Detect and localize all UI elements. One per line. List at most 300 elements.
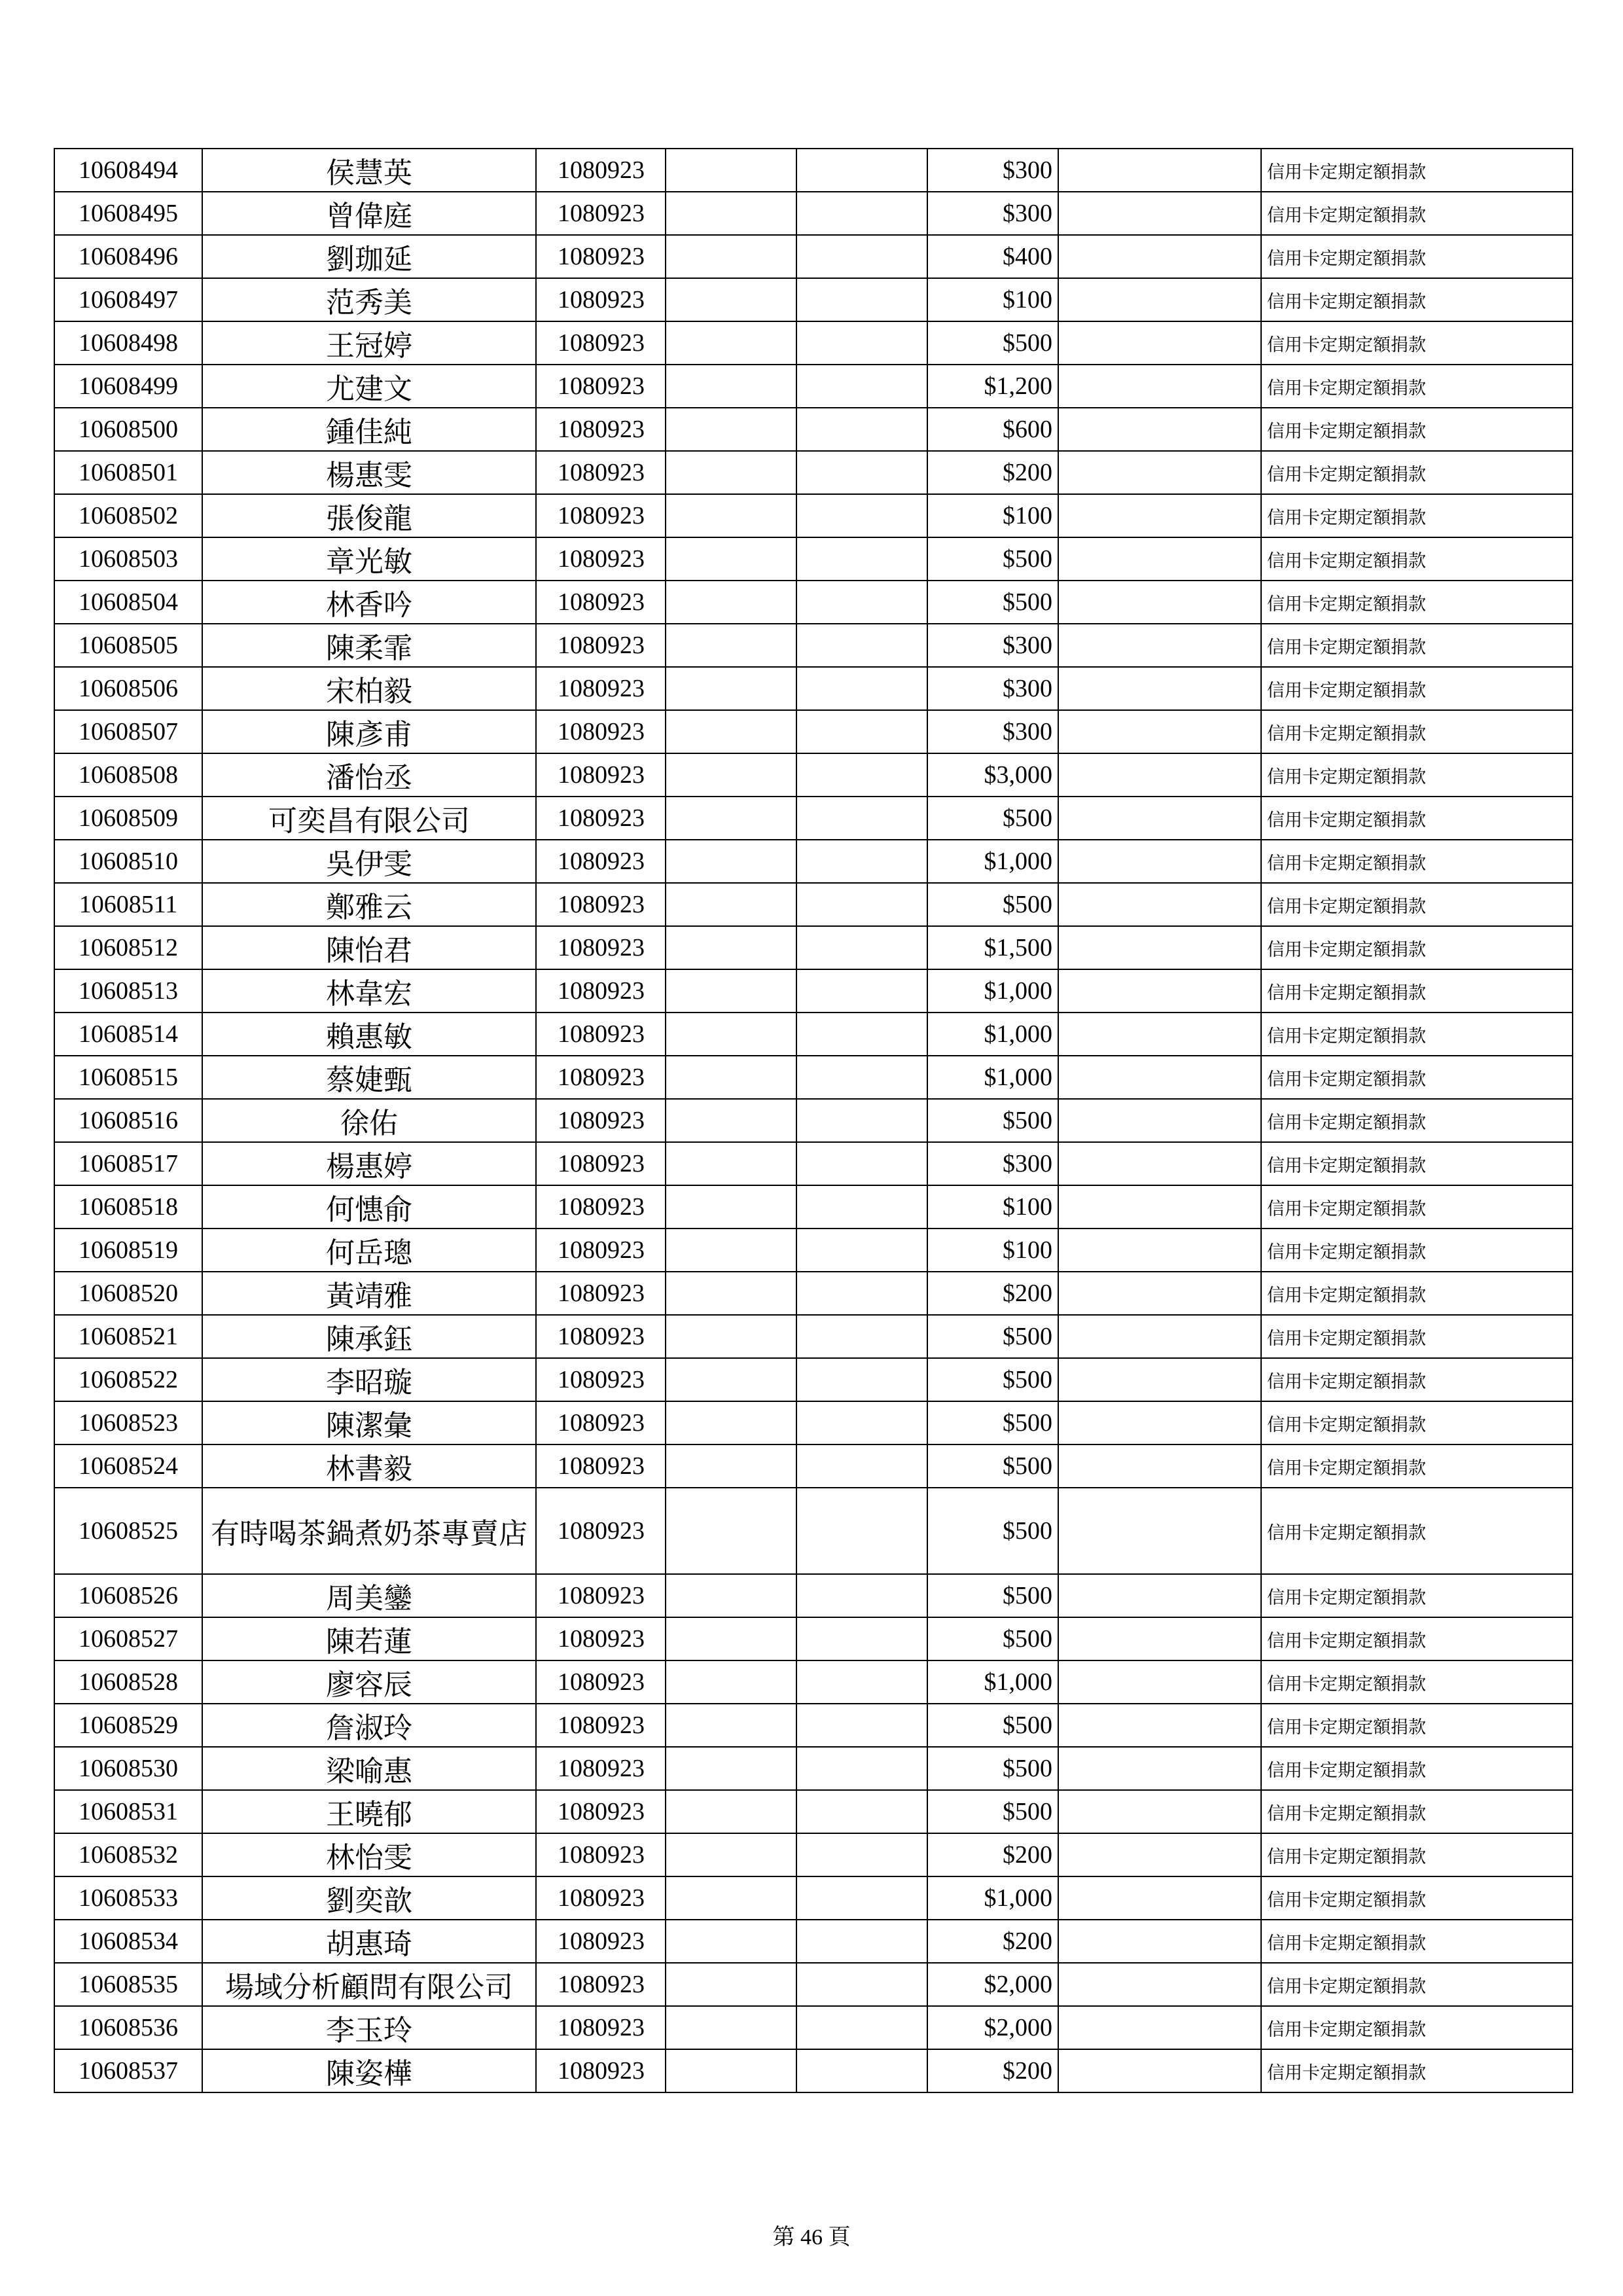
table-row: [54, 235, 1573, 278]
empty-cell: [1058, 667, 1261, 710]
donor-name-cell: 陳姿樺: [202, 2049, 536, 2092]
table-row: [54, 710, 1573, 753]
donation-date-cell: 1080923: [536, 1315, 666, 1358]
note-cell: 信用卡定期定額捐款: [1261, 797, 1573, 840]
empty-cell: [666, 1056, 796, 1099]
donation-date-cell: 1080923: [536, 840, 666, 883]
donation-date-cell: 1080923: [536, 797, 666, 840]
donor-name-cell: 鄭雅云: [202, 883, 536, 926]
note-cell: 信用卡定期定額捐款: [1261, 883, 1573, 926]
donation-date-cell: 1080923: [536, 1747, 666, 1790]
note-cell: 信用卡定期定額捐款: [1261, 2049, 1573, 2092]
empty-cell: [1058, 1833, 1261, 1876]
empty-cell: [1058, 1488, 1261, 1574]
amount-cell: $2,000: [927, 2006, 1058, 2049]
donor-id-cell: 10608495: [54, 192, 202, 235]
empty-cell: [796, 537, 927, 581]
empty-cell: [1058, 2049, 1261, 2092]
empty-cell: [1058, 1013, 1261, 1056]
empty-cell: [666, 1876, 796, 1920]
table-row: [54, 581, 1573, 624]
empty-cell: [796, 192, 927, 235]
empty-cell: [1058, 1056, 1261, 1099]
donor-name-cell: 陳柔霏: [202, 624, 536, 667]
donor-id-cell: 10608512: [54, 926, 202, 969]
amount-cell: $400: [927, 235, 1058, 278]
amount-cell: $500: [927, 537, 1058, 581]
empty-cell: [796, 1056, 927, 1099]
empty-cell: [796, 1704, 927, 1747]
table-row: [54, 1142, 1573, 1185]
amount-cell: $500: [927, 1315, 1058, 1358]
table-row: [54, 494, 1573, 537]
donor-id-cell: 10608529: [54, 1704, 202, 1747]
empty-cell: [796, 926, 927, 969]
donor-name-cell: 何岳璁: [202, 1229, 536, 1272]
donor-id-cell: 10608494: [54, 149, 202, 192]
amount-cell: $2,000: [927, 1963, 1058, 2006]
table-row: [54, 321, 1573, 365]
empty-cell: [1058, 408, 1261, 451]
amount-cell: $500: [927, 1099, 1058, 1142]
empty-cell: [1058, 1272, 1261, 1315]
empty-cell: [796, 710, 927, 753]
donor-id-cell: 10608506: [54, 667, 202, 710]
empty-cell: [1058, 1704, 1261, 1747]
donor-name-cell: 楊惠婷: [202, 1142, 536, 1185]
table-row: [54, 1747, 1573, 1790]
empty-cell: [1058, 1099, 1261, 1142]
amount-cell: $1,500: [927, 926, 1058, 969]
donor-id-cell: 10608533: [54, 1876, 202, 1920]
note-cell: 信用卡定期定額捐款: [1261, 1013, 1573, 1056]
amount-cell: $500: [927, 321, 1058, 365]
note-cell: 信用卡定期定額捐款: [1261, 1790, 1573, 1833]
empty-cell: [796, 451, 927, 494]
empty-cell: [796, 1444, 927, 1488]
donor-id-cell: 10608525: [54, 1488, 202, 1574]
donation-table: [54, 148, 1573, 2093]
donor-id-cell: 10608528: [54, 1660, 202, 1704]
donor-name-cell: 潘怡丞: [202, 753, 536, 797]
table-row: [54, 1444, 1573, 1488]
table-row: [54, 624, 1573, 667]
donation-date-cell: 1080923: [536, 1488, 666, 1574]
donor-name-cell: 王冠婷: [202, 321, 536, 365]
note-cell: 信用卡定期定額捐款: [1261, 1920, 1573, 1963]
donation-date-cell: 1080923: [536, 926, 666, 969]
table-row: [54, 1574, 1573, 1617]
note-cell: 信用卡定期定額捐款: [1261, 149, 1573, 192]
note-cell: 信用卡定期定額捐款: [1261, 1574, 1573, 1617]
empty-cell: [1058, 278, 1261, 321]
empty-cell: [666, 1747, 796, 1790]
empty-cell: [1058, 494, 1261, 537]
donor-id-cell: 10608534: [54, 1920, 202, 1963]
donor-id-cell: 10608531: [54, 1790, 202, 1833]
amount-cell: $500: [927, 1444, 1058, 1488]
empty-cell: [1058, 451, 1261, 494]
empty-cell: [1058, 365, 1261, 408]
empty-cell: [666, 1315, 796, 1358]
donation-date-cell: 1080923: [536, 1920, 666, 1963]
table-row: [54, 1963, 1573, 2006]
empty-cell: [1058, 321, 1261, 365]
amount-cell: $500: [927, 581, 1058, 624]
amount-cell: $300: [927, 149, 1058, 192]
donation-date-cell: 1080923: [536, 1790, 666, 1833]
empty-cell: [796, 1142, 927, 1185]
table-row: [54, 1401, 1573, 1444]
note-cell: 信用卡定期定額捐款: [1261, 753, 1573, 797]
empty-cell: [666, 321, 796, 365]
empty-cell: [666, 278, 796, 321]
table-row: [54, 1358, 1573, 1401]
table-row: [54, 926, 1573, 969]
donation-date-cell: 1080923: [536, 969, 666, 1013]
amount-cell: $100: [927, 494, 1058, 537]
empty-cell: [796, 667, 927, 710]
empty-cell: [1058, 1747, 1261, 1790]
empty-cell: [1058, 1876, 1261, 1920]
donor-name-cell: 吳伊雯: [202, 840, 536, 883]
donation-date-cell: 1080923: [536, 1704, 666, 1747]
donor-name-cell: 陳彥甫: [202, 710, 536, 753]
donor-name-cell: 賴惠敏: [202, 1013, 536, 1056]
donation-date-cell: 1080923: [536, 451, 666, 494]
empty-cell: [796, 149, 927, 192]
donor-name-cell: 陳承鈺: [202, 1315, 536, 1358]
note-cell: 信用卡定期定額捐款: [1261, 1617, 1573, 1660]
empty-cell: [666, 1574, 796, 1617]
donor-id-cell: 10608526: [54, 1574, 202, 1617]
donor-id-cell: 10608522: [54, 1358, 202, 1401]
note-cell: 信用卡定期定額捐款: [1261, 1660, 1573, 1704]
table-row: [54, 969, 1573, 1013]
note-cell: 信用卡定期定額捐款: [1261, 1704, 1573, 1747]
amount-cell: $300: [927, 667, 1058, 710]
donation-date-cell: 1080923: [536, 235, 666, 278]
empty-cell: [796, 1358, 927, 1401]
empty-cell: [666, 1229, 796, 1272]
table-row: [54, 2049, 1573, 2092]
donation-date-cell: 1080923: [536, 1833, 666, 1876]
donor-id-cell: 10608520: [54, 1272, 202, 1315]
donor-id-cell: 10608527: [54, 1617, 202, 1660]
donor-name-cell: 蔡婕甄: [202, 1056, 536, 1099]
empty-cell: [1058, 1229, 1261, 1272]
donor-id-cell: 10608537: [54, 2049, 202, 2092]
empty-cell: [796, 235, 927, 278]
donor-id-cell: 10608518: [54, 1185, 202, 1229]
empty-cell: [666, 581, 796, 624]
amount-cell: $200: [927, 451, 1058, 494]
empty-cell: [796, 797, 927, 840]
donation-date-cell: 1080923: [536, 1142, 666, 1185]
empty-cell: [796, 581, 927, 624]
empty-cell: [666, 149, 796, 192]
donor-name-cell: 鍾佳純: [202, 408, 536, 451]
donor-id-cell: 10608509: [54, 797, 202, 840]
note-cell: 信用卡定期定額捐款: [1261, 1056, 1573, 1099]
note-cell: 信用卡定期定額捐款: [1261, 1142, 1573, 1185]
donation-date-cell: 1080923: [536, 667, 666, 710]
donor-name-cell: 周美鑾: [202, 1574, 536, 1617]
empty-cell: [666, 235, 796, 278]
donor-id-cell: 10608497: [54, 278, 202, 321]
empty-cell: [796, 1660, 927, 1704]
empty-cell: [1058, 1401, 1261, 1444]
donation-date-cell: 1080923: [536, 494, 666, 537]
amount-cell: $1,200: [927, 365, 1058, 408]
amount-cell: $200: [927, 1920, 1058, 1963]
empty-cell: [796, 1574, 927, 1617]
donor-name-cell: 廖容辰: [202, 1660, 536, 1704]
donor-name-cell: 陳怡君: [202, 926, 536, 969]
table-row: [54, 1920, 1573, 1963]
note-cell: 信用卡定期定額捐款: [1261, 1444, 1573, 1488]
donor-id-cell: 10608517: [54, 1142, 202, 1185]
table-row: [54, 537, 1573, 581]
empty-cell: [796, 2006, 927, 2049]
donor-name-cell: 王曉郁: [202, 1790, 536, 1833]
donor-id-cell: 10608502: [54, 494, 202, 537]
donor-name-cell: 范秀美: [202, 278, 536, 321]
donor-name-cell: 楊惠雯: [202, 451, 536, 494]
empty-cell: [796, 494, 927, 537]
empty-cell: [666, 1790, 796, 1833]
table-row: [54, 451, 1573, 494]
empty-cell: [666, 1963, 796, 2006]
empty-cell: [1058, 926, 1261, 969]
page-number: 第 46 頁: [772, 2225, 851, 2250]
donor-name-cell: 李昭璇: [202, 1358, 536, 1401]
empty-cell: [666, 1444, 796, 1488]
amount-cell: $300: [927, 710, 1058, 753]
donor-name-cell: 陳若蓮: [202, 1617, 536, 1660]
empty-cell: [1058, 1920, 1261, 1963]
donation-date-cell: 1080923: [536, 1574, 666, 1617]
empty-cell: [666, 2049, 796, 2092]
table-row: [54, 1617, 1573, 1660]
table-row: [54, 1876, 1573, 1920]
donor-id-cell: 10608507: [54, 710, 202, 753]
note-cell: 信用卡定期定額捐款: [1261, 667, 1573, 710]
empty-cell: [796, 840, 927, 883]
table-row: [54, 365, 1573, 408]
amount-cell: $1,000: [927, 1660, 1058, 1704]
note-cell: 信用卡定期定額捐款: [1261, 1272, 1573, 1315]
empty-cell: [1058, 537, 1261, 581]
donation-date-cell: 1080923: [536, 1358, 666, 1401]
empty-cell: [1058, 883, 1261, 926]
empty-cell: [666, 1358, 796, 1401]
amount-cell: $200: [927, 2049, 1058, 2092]
note-cell: 信用卡定期定額捐款: [1261, 1401, 1573, 1444]
donor-name-cell: 曾偉庭: [202, 192, 536, 235]
note-cell: 信用卡定期定額捐款: [1261, 1833, 1573, 1876]
donor-name-cell: 林香吟: [202, 581, 536, 624]
table-row: [54, 797, 1573, 840]
empty-cell: [796, 1272, 927, 1315]
donation-date-cell: 1080923: [536, 278, 666, 321]
empty-cell: [796, 1790, 927, 1833]
amount-cell: $500: [927, 1358, 1058, 1401]
empty-cell: [796, 883, 927, 926]
empty-cell: [1058, 1185, 1261, 1229]
empty-cell: [796, 2049, 927, 2092]
amount-cell: $500: [927, 883, 1058, 926]
empty-cell: [666, 710, 796, 753]
empty-cell: [1058, 581, 1261, 624]
donation-date-cell: 1080923: [536, 365, 666, 408]
note-cell: 信用卡定期定額捐款: [1261, 1185, 1573, 1229]
donor-id-cell: 10608523: [54, 1401, 202, 1444]
empty-cell: [666, 624, 796, 667]
table-row: [54, 1013, 1573, 1056]
note-cell: 信用卡定期定額捐款: [1261, 494, 1573, 537]
empty-cell: [796, 753, 927, 797]
empty-cell: [1058, 624, 1261, 667]
note-cell: 信用卡定期定額捐款: [1261, 1099, 1573, 1142]
empty-cell: [796, 1963, 927, 2006]
donation-date-cell: 1080923: [536, 1056, 666, 1099]
donor-id-cell: 10608505: [54, 624, 202, 667]
table-row: [54, 667, 1573, 710]
donor-name-cell: 黃靖雅: [202, 1272, 536, 1315]
empty-cell: [666, 667, 796, 710]
note-cell: 信用卡定期定額捐款: [1261, 408, 1573, 451]
donation-date-cell: 1080923: [536, 710, 666, 753]
donor-name-cell: 章光敏: [202, 537, 536, 581]
table-row: [54, 1056, 1573, 1099]
donor-id-cell: 10608501: [54, 451, 202, 494]
amount-cell: $500: [927, 1617, 1058, 1660]
donor-name-cell: 劉珈延: [202, 235, 536, 278]
amount-cell: $500: [927, 797, 1058, 840]
donation-date-cell: 1080923: [536, 753, 666, 797]
donor-name-cell: 林韋宏: [202, 969, 536, 1013]
amount-cell: $1,000: [927, 969, 1058, 1013]
donor-name-cell: 侯慧英: [202, 149, 536, 192]
table-row: [54, 1185, 1573, 1229]
donation-date-cell: 1080923: [536, 1185, 666, 1229]
donor-id-cell: 10608521: [54, 1315, 202, 1358]
amount-cell: $300: [927, 192, 1058, 235]
table-row: [54, 1660, 1573, 1704]
table-row: [54, 1790, 1573, 1833]
donation-date-cell: 1080923: [536, 408, 666, 451]
empty-cell: [666, 926, 796, 969]
empty-cell: [796, 321, 927, 365]
empty-cell: [666, 1185, 796, 1229]
empty-cell: [1058, 1790, 1261, 1833]
note-cell: 信用卡定期定額捐款: [1261, 710, 1573, 753]
note-cell: 信用卡定期定額捐款: [1261, 1358, 1573, 1401]
donation-date-cell: 1080923: [536, 1660, 666, 1704]
table-row: [54, 278, 1573, 321]
donation-date-cell: 1080923: [536, 1876, 666, 1920]
empty-cell: [1058, 1963, 1261, 2006]
empty-cell: [1058, 753, 1261, 797]
empty-cell: [796, 1920, 927, 1963]
donor-name-cell: 李玉玲: [202, 2006, 536, 2049]
empty-cell: [1058, 149, 1261, 192]
empty-cell: [796, 1617, 927, 1660]
note-cell: 信用卡定期定額捐款: [1261, 2006, 1573, 2049]
table-row: [54, 1272, 1573, 1315]
note-cell: 信用卡定期定額捐款: [1261, 321, 1573, 365]
empty-cell: [666, 840, 796, 883]
note-cell: 信用卡定期定額捐款: [1261, 1876, 1573, 1920]
amount-cell: $100: [927, 1185, 1058, 1229]
amount-cell: $500: [927, 1488, 1058, 1574]
empty-cell: [666, 1833, 796, 1876]
empty-cell: [666, 753, 796, 797]
note-cell: 信用卡定期定額捐款: [1261, 192, 1573, 235]
empty-cell: [1058, 1142, 1261, 1185]
donor-id-cell: 10608496: [54, 235, 202, 278]
empty-cell: [1058, 840, 1261, 883]
empty-cell: [666, 969, 796, 1013]
donor-name-cell: 林怡雯: [202, 1833, 536, 1876]
empty-cell: [1058, 710, 1261, 753]
donor-id-cell: 10608536: [54, 2006, 202, 2049]
donor-id-cell: 10608513: [54, 969, 202, 1013]
note-cell: 信用卡定期定額捐款: [1261, 278, 1573, 321]
empty-cell: [666, 1617, 796, 1660]
donor-id-cell: 10608535: [54, 1963, 202, 2006]
amount-cell: $500: [927, 1574, 1058, 1617]
amount-cell: $1,000: [927, 1056, 1058, 1099]
amount-cell: $300: [927, 624, 1058, 667]
empty-cell: [1058, 1444, 1261, 1488]
donor-name-cell: 尤建文: [202, 365, 536, 408]
amount-cell: $3,000: [927, 753, 1058, 797]
amount-cell: $100: [927, 278, 1058, 321]
amount-cell: $500: [927, 1790, 1058, 1833]
donor-id-cell: 10608499: [54, 365, 202, 408]
donor-id-cell: 10608500: [54, 408, 202, 451]
empty-cell: [666, 2006, 796, 2049]
donation-date-cell: 1080923: [536, 1444, 666, 1488]
table-row: [54, 149, 1573, 192]
amount-cell: $300: [927, 1142, 1058, 1185]
empty-cell: [666, 797, 796, 840]
note-cell: 信用卡定期定額捐款: [1261, 840, 1573, 883]
note-cell: 信用卡定期定額捐款: [1261, 1315, 1573, 1358]
empty-cell: [666, 408, 796, 451]
table-row: [54, 1488, 1573, 1574]
empty-cell: [796, 1401, 927, 1444]
empty-cell: [666, 1704, 796, 1747]
donor-id-cell: 10608519: [54, 1229, 202, 1272]
donation-date-cell: 1080923: [536, 581, 666, 624]
empty-cell: [666, 1660, 796, 1704]
empty-cell: [666, 1920, 796, 1963]
note-cell: 信用卡定期定額捐款: [1261, 926, 1573, 969]
amount-cell: $600: [927, 408, 1058, 451]
amount-cell: $100: [927, 1229, 1058, 1272]
donor-name-cell: 何憓俞: [202, 1185, 536, 1229]
empty-cell: [1058, 235, 1261, 278]
empty-cell: [796, 1185, 927, 1229]
empty-cell: [1058, 969, 1261, 1013]
empty-cell: [666, 883, 796, 926]
note-cell: 信用卡定期定額捐款: [1261, 1229, 1573, 1272]
donor-id-cell: 10608511: [54, 883, 202, 926]
table-row: [54, 1833, 1573, 1876]
